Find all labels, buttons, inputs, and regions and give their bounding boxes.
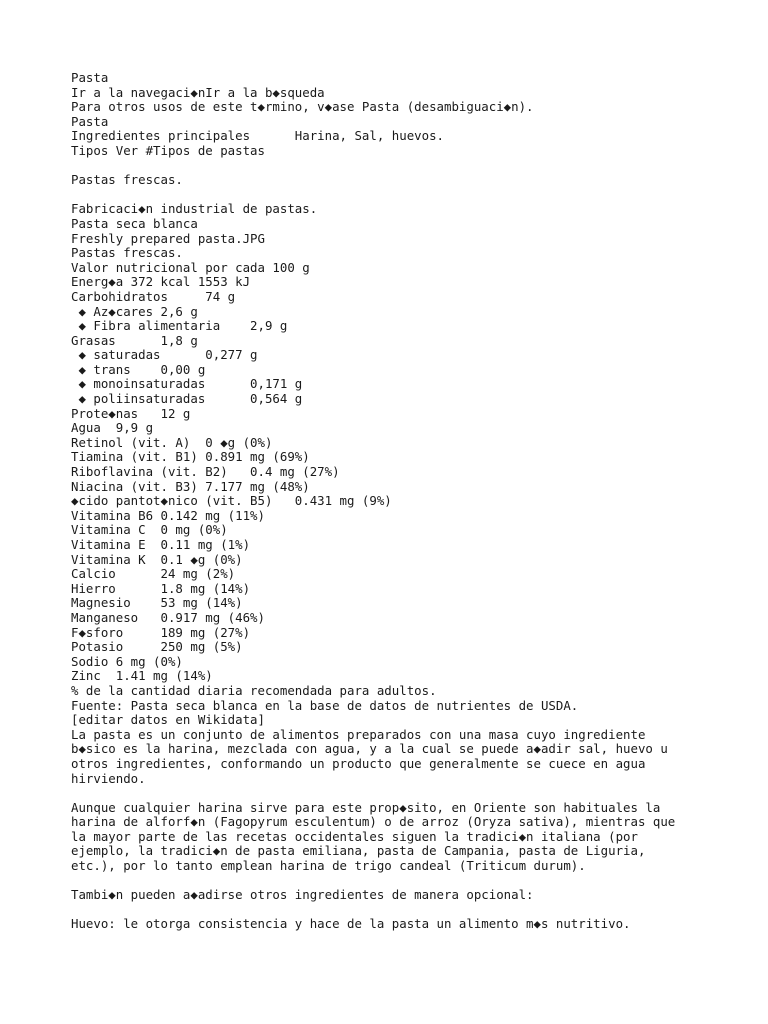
text-line: Tambi◆n pueden a◆adirse otros ingredientes de manera opcional: — [71, 887, 534, 903]
text-line: Energ◆a 372 kcal 1553 kJ — [71, 274, 251, 290]
text-line: Manganeso 0.917 mg (46%) — [71, 609, 265, 625]
blank-line — [71, 903, 761, 918]
text-line: Ingredientes principales Harina, Sal, huevos. — [71, 128, 444, 144]
text-line: ◆ monoinsaturadas 0,171 g — [71, 376, 303, 392]
text-line: Ir a la navegaci◆nIr a la b◆squeda — [71, 84, 325, 100]
text-line: Potasio 250 mg (5%) — [71, 639, 243, 655]
text-line: Retinol (vit. A) 0 ◆g (0%) — [71, 434, 273, 450]
text-line: Zinc 1.41 mg (14%) — [71, 668, 213, 684]
text-line: Niacina (vit. B3) 7.177 mg (48%) — [71, 478, 310, 494]
text-line: Valor nutricional por cada 100 g — [71, 259, 310, 275]
text-line: harina de alforf◆n (Fagopyrum esculentum) o de arroz (Oryza sativa), mientras que — [71, 814, 676, 830]
text-line: Pasta seca blanca — [71, 215, 198, 231]
text-line: Para otros usos de este t◆rmino, v◆ase Pasta (desambiguaci◆n). — [71, 99, 534, 115]
text-line: etc.), por lo tanto emplean harina de trigo candeal (Triticum durum). — [71, 858, 586, 874]
text-line: Calcio 24 mg (2%) — [71, 566, 236, 582]
text-line: Riboflavina (vit. B2) 0.4 mg (27%) — [71, 464, 340, 480]
text-line: Fabricaci◆n industrial de pastas. — [71, 201, 318, 217]
blank-line — [71, 159, 761, 174]
blank-line — [71, 786, 761, 801]
text-line: Vitamina B6 0.142 mg (11%) — [71, 507, 265, 523]
text-line: ◆ saturadas 0,277 g — [71, 347, 258, 363]
text-line: ◆ trans 0,00 g — [71, 361, 206, 377]
blank-line — [71, 188, 761, 203]
text-line: Vitamina C 0 mg (0%) — [71, 522, 228, 538]
text-line: ejemplo, la tradici◆n de pasta emiliana, pasta de Campania, pasta de Liguria, — [71, 843, 646, 859]
text-line: Magnesio 53 mg (14%) — [71, 595, 243, 611]
text-line: Freshly prepared pasta.JPG — [71, 230, 265, 246]
text-line: Tipos Ver #Tipos de pastas — [71, 142, 265, 158]
text-line: otros ingredientes, conformando un producto que generalmente se cuece en agua — [71, 755, 646, 771]
text-line: Agua 9,9 g — [71, 420, 154, 436]
text-line: % de la cantidad diaria recomendada para adultos. — [71, 682, 437, 698]
text-line: Pastas frescas. — [71, 245, 183, 261]
text-line: Aunque cualquier harina sirve para este prop◆sito, en Oriente son habituales la — [71, 799, 661, 815]
text-line: Pasta — [71, 113, 109, 129]
text-line: Sodio 6 mg (0%) — [71, 653, 183, 669]
text-line: ◆cido pantot◆nico (vit. B5) 0.431 mg (9%) — [71, 493, 392, 509]
text-line: la mayor parte de las recetas occidentales siguen la tradici◆n italiana (por — [71, 828, 638, 844]
text-line: Fuente: Pasta seca blanca en la base de datos de nutrientes de USDA. — [71, 697, 579, 713]
blank-line — [71, 874, 761, 889]
text-line: Pastas frescas. — [71, 172, 183, 188]
text-line: F◆sforo 189 mg (27%) — [71, 624, 251, 640]
text-line: ◆ poliinsaturadas 0,564 g — [71, 391, 303, 407]
text-line: ◆ Az◆cares 2,6 g — [71, 303, 198, 319]
text-line: Prote◆nas 12 g — [71, 405, 191, 421]
text-line: La pasta es un conjunto de alimentos preparados con una masa cuyo ingrediente — [71, 726, 646, 742]
text-line: Huevo: le otorga consistencia y hace de la pasta un alimento m◆s nutritivo. — [71, 916, 631, 932]
text-line: Vitamina E 0.11 mg (1%) — [71, 537, 251, 552]
text-line: b◆sico es la harina, mezclada con agua, y a la cual se puede a◆adir sal, huevo u — [71, 741, 668, 757]
text-line: Hierro 1.8 mg (14%) — [71, 580, 251, 596]
text-line: Grasas 1,8 g — [71, 332, 198, 348]
text-line: ◆ Fibra alimentaria 2,9 g — [71, 318, 288, 334]
text-line: Pasta — [71, 70, 109, 85]
text-line: Vitamina K 0.1 ◆g (0%) — [71, 551, 243, 567]
text-line: [editar datos en Wikidata] — [71, 712, 265, 728]
text-line: Tiamina (vit. B1) 0.891 mg (69%) — [71, 449, 310, 465]
document-body — [71, 71, 761, 932]
text-line: hirviendo. — [71, 770, 146, 786]
text-line: Carbohidratos 74 g — [71, 288, 236, 304]
